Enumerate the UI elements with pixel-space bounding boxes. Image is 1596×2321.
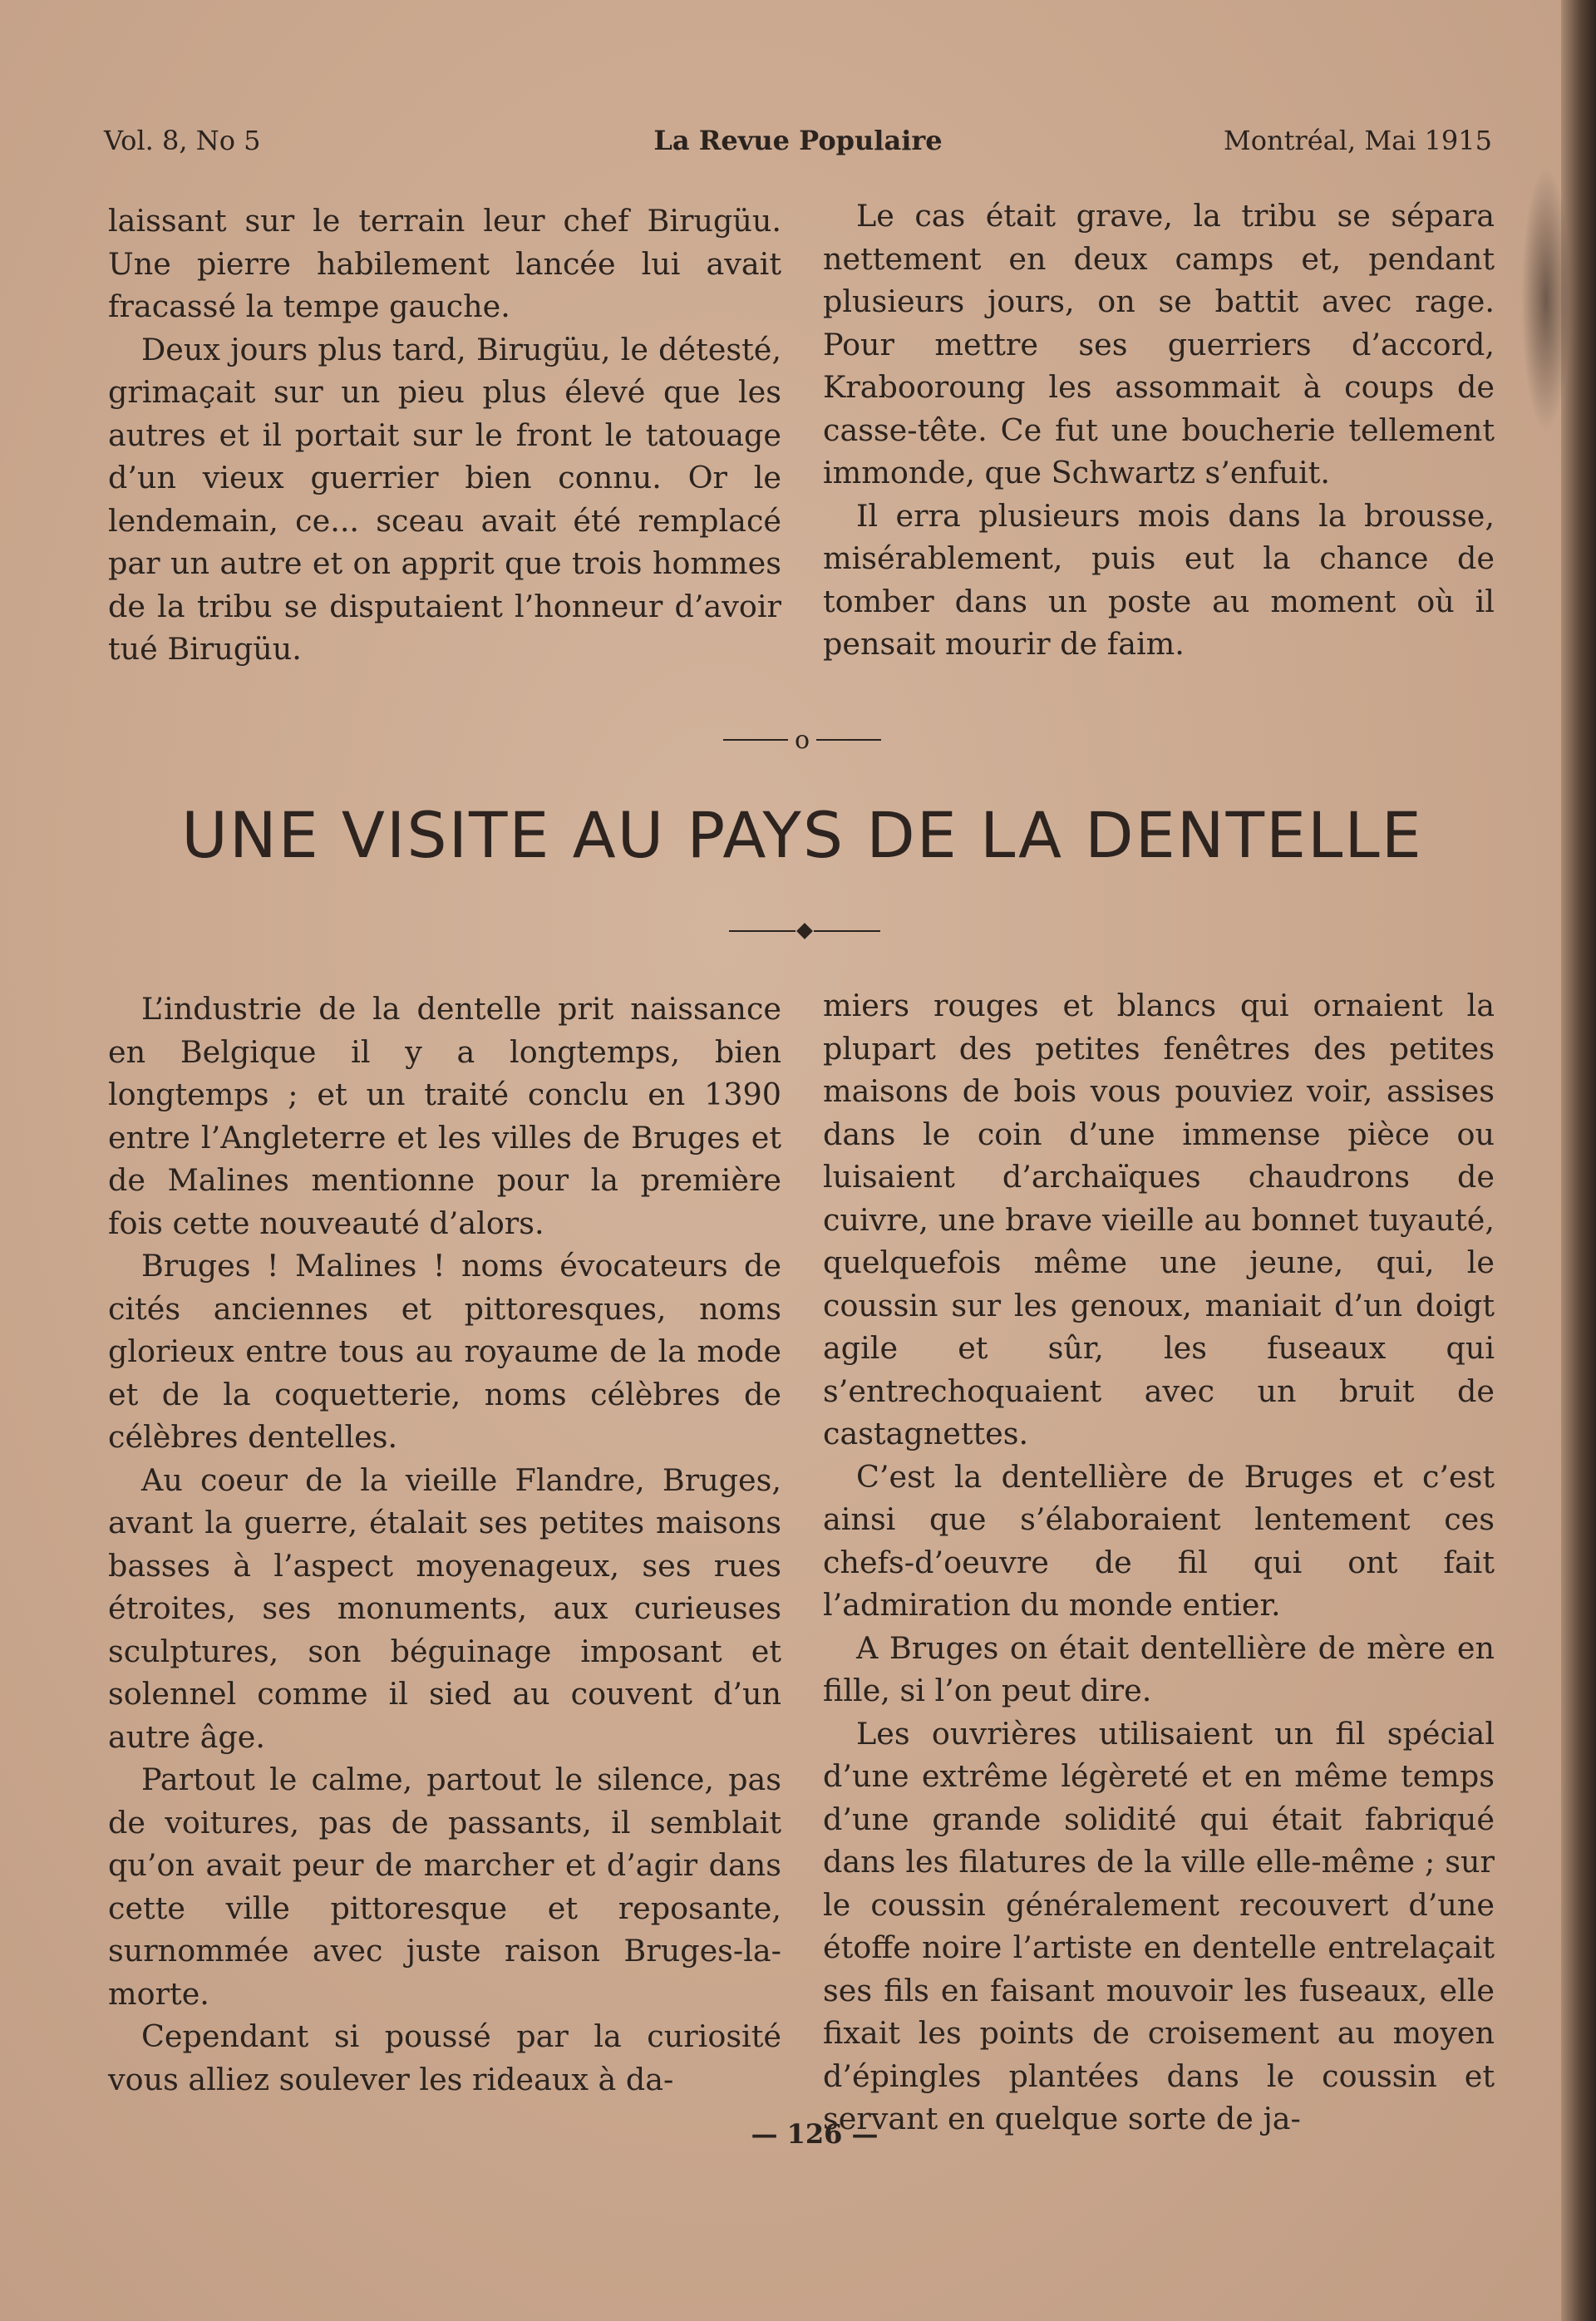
volume-number: Vol. 8, No 5 [104, 125, 261, 156]
title-ornament [722, 919, 888, 944]
paragraph: Partout le calme, partout le silence, pas de voitures, pas de passants, il semblait qu’on avait peur de marcher et d’agir dans cette ville pittoresque et reposante, surnommée avec juste raison Bruges-la-morte. [108, 1762, 781, 2012]
separator-mark: o [794, 725, 810, 755]
ornament-line [729, 930, 796, 932]
paragraph: Au coeur de la vieille Flandre, Bruges, avant la guerre, étalait ses petites maisons basses à l’aspect moyenageux, ses rues étroites, ses monuments, aux curieuses sculptures, son béguinage imposant et solennel comme il sied au couvent d’un autre âge. [108, 1461, 781, 1755]
paragraph: Cependant si poussé par la curiosité vous alliez soulever les rideaux à da- [108, 2018, 781, 2097]
paragraph: L’industrie de la dentelle prit naissance en Belgique il y a longtemps, bien longtemps ; et un traité conclu en 1390 entre l’Angleterre et les villes de Bruges et de Malines mentionne pour la première fois cette nouveauté d’alors. [108, 991, 781, 1241]
paragraph: laissant sur le terrain leur chef Birugüu. Une pierre habilement lancée lui avait fracassé la tempe gauche. [108, 203, 781, 324]
page-stain [1521, 166, 1571, 432]
paragraph: Bruges ! Malines ! noms évocateurs de cités anciennes et pittoresques, noms glorieux entre tous au royaume de la mode et de la coquetterie, noms célèbres de célèbres dentelles. [108, 1248, 781, 1455]
page-number: — 126 — [751, 2118, 879, 2150]
paragraph: Le cas était grave, la tribu se sépara nettement en deux camps et, pendant plusieurs jours, on se battit avec rage. Pour mettre ses guerriers d’accord, Krabooroung les assommait à coups de casse-tête. Ce fut une boucherie tellement immonde, que Schwartz s’enfuit. [823, 198, 1495, 490]
paragraph: A Bruges on était dentellière de mère en fille, si l’on peut dire. [823, 1629, 1495, 1708]
magazine-name: La Revue Populaire [653, 125, 943, 156]
paragraph: C’est la dentellière de Bruges et c’est ainsi que s’élaboraient lentement ces chefs-d’oeuvre de fil qui ont fait l’admiration du monde entier. [823, 1458, 1495, 1623]
article-title: UNE VISITE AU PAYS DE LA DENTELLE [181, 798, 1423, 872]
section-separator [715, 723, 889, 756]
article-right-column [823, 984, 1495, 2141]
ornament-line [814, 930, 880, 932]
paragraph: Deux jours plus tard, Birugüu, le détesté, grimaçait sur un pieu plus élevé que les autres et il portait sur le front le tatouage d’un vieux guerrier bien connu. Or le lendemain, ce... sceau avait été remplacé par un autre et on apprit que trois hommes de la tribu se disputaient l’honneur d’avoir tué Birugüu. [108, 331, 781, 667]
issue-date: Montréal, Mai 1915 [1223, 125, 1492, 156]
running-header [104, 125, 1492, 161]
paragraph: Les ouvrières utilisaient un fil spécial d’une extrême légèreté et en même temps d’une grande solidité qui était fabriqué dans les filatures de la ville elle-même ; sur le coussin généralement recouvert d’une étoffe noire l’artiste en dentelle entrelaçait ses fils en faisant mouvoir les fuseaux, elle fixait les points de croisement au moyen d’épingles plantées dans le coussin et servant en quelque sorte de ja- [823, 1715, 1495, 2136]
separator-line [723, 739, 788, 741]
top-right-column [823, 195, 1495, 666]
diamond-icon [796, 923, 813, 939]
paragraph: Il erra plusieurs mois dans la brousse, misérablement, puis eut la chance de tomber dans un poste au moment où il pensait mourir de faim. [823, 497, 1495, 662]
paragraph: miers rouges et blancs qui ornaient la plupart des petites fenêtres des petites maisons de bois vous pouviez voir, assises dans le coin d’une immense pièce ou luisaient d’archaïques chaudrons de cuivre, une brave vieille au bonnet tuyauté, quelquefois même une jeune, qui, le coussin sur les genoux, maniait d’un doigt agile et sûr, les fuseaux qui s’entrechoquaient avec un bruit de castagnettes. [823, 988, 1495, 1451]
separator-line [816, 739, 881, 741]
article-left-column [108, 988, 781, 2101]
top-left-column [108, 200, 781, 671]
